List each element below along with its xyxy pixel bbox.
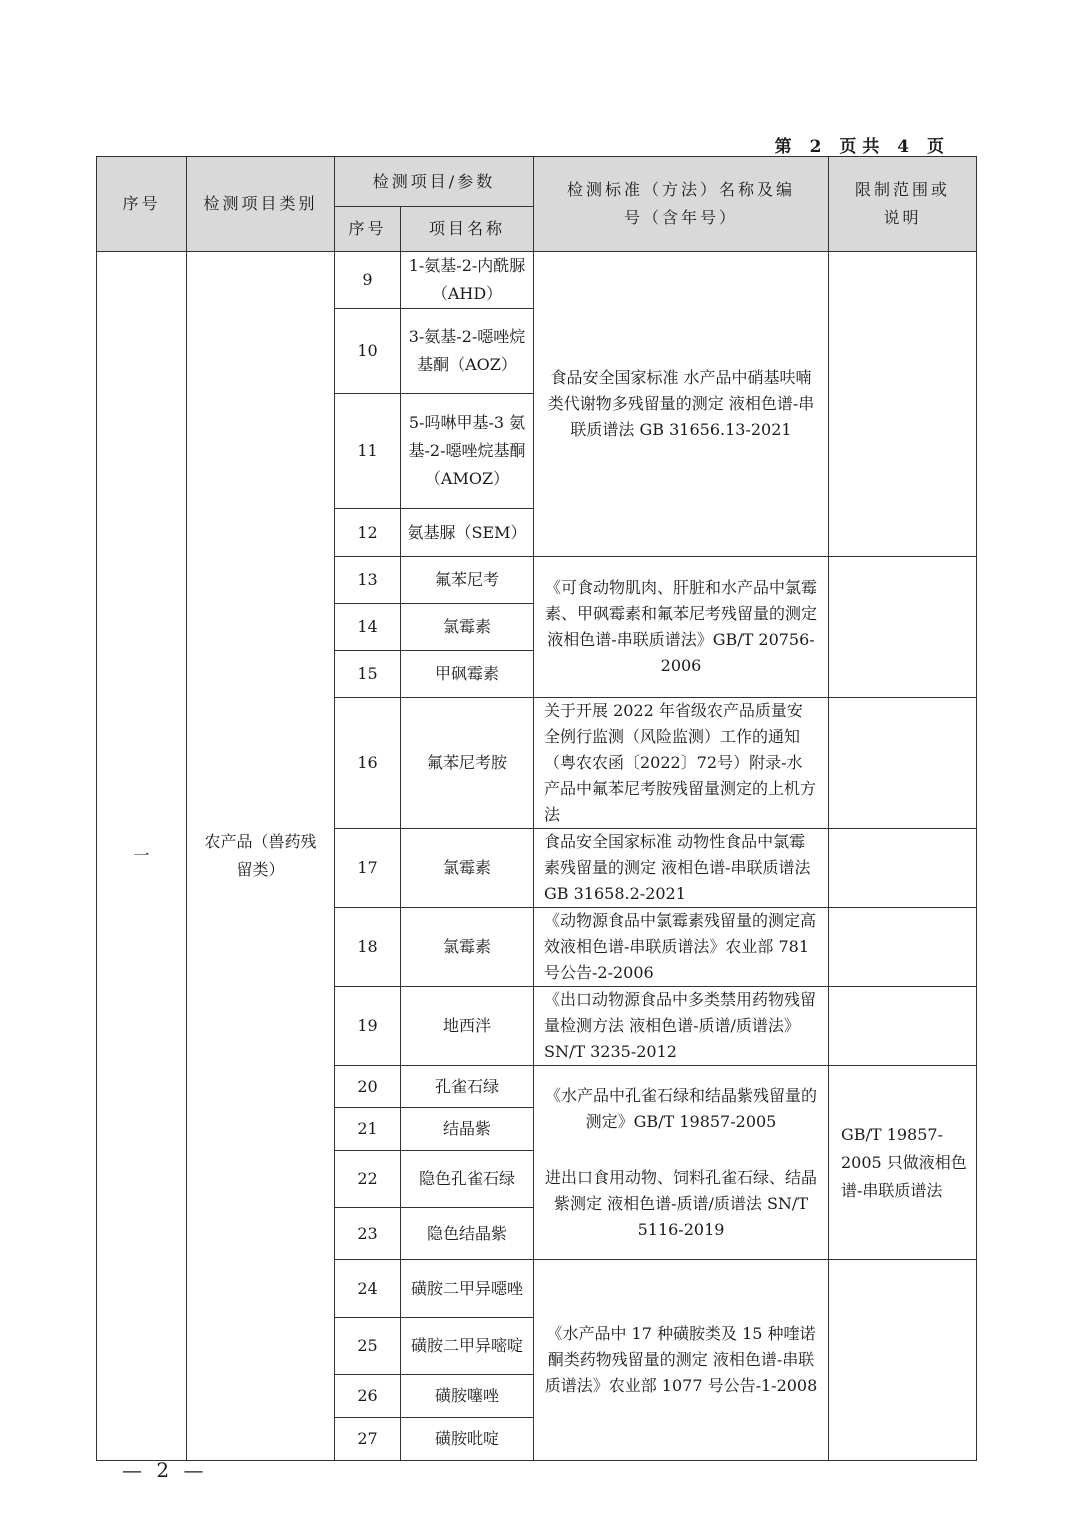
standard-cell: 关于开展 2022 年省级农产品质量安全例行监测（风险监测）工作的通知（粤农农函〔2022〕72号）附录-水产品中氟苯尼考胺残留量测定的上机方法 bbox=[534, 698, 829, 829]
item-no: 9 bbox=[335, 252, 401, 309]
page-info: 第 2 页共 4 页 bbox=[774, 137, 950, 157]
range-cell bbox=[829, 557, 977, 698]
item-no: 15 bbox=[335, 651, 401, 698]
detection-table bbox=[96, 156, 977, 1461]
item-no: 16 bbox=[335, 698, 401, 829]
item-name: 隐色孔雀石绿 bbox=[401, 1151, 534, 1208]
item-name: 氯霉素 bbox=[401, 908, 534, 987]
header-item-group: 检测项目/参数 bbox=[335, 157, 534, 207]
item-no: 22 bbox=[335, 1151, 401, 1208]
item-name: 氯霉素 bbox=[401, 829, 534, 908]
header-category: 检测项目类别 bbox=[187, 157, 335, 252]
item-no: 21 bbox=[335, 1108, 401, 1151]
item-no: 10 bbox=[335, 309, 401, 394]
group-category: 农产品（兽药残留类） bbox=[187, 252, 335, 1461]
header-seq: 序号 bbox=[97, 157, 187, 252]
range-cell bbox=[829, 1260, 977, 1461]
header-range: 限制范围或说明 bbox=[829, 157, 977, 252]
item-name: 结晶紫 bbox=[401, 1108, 534, 1151]
item-name: 孔雀石绿 bbox=[401, 1066, 534, 1108]
standard-text: 进出口食用动物、饲料孔雀石绿、结晶紫测定 液相色谱-质谱/质谱法 SN/T 5116-2019 bbox=[544, 1167, 817, 1239]
item-no: 12 bbox=[335, 509, 401, 557]
item-name: 磺胺二甲异噁唑 bbox=[401, 1260, 534, 1318]
item-name: 3-氨基-2-噁唑烷基酮（AOZ） bbox=[401, 309, 534, 394]
standard-cell: 食品安全国家标准 动物性食品中氯霉素残留量的测定 液相色谱-串联质谱法 GB 31658.2-2021 bbox=[534, 829, 829, 908]
item-no: 14 bbox=[335, 604, 401, 651]
range-cell bbox=[829, 908, 977, 987]
item-name: 地西泮 bbox=[401, 987, 534, 1066]
item-name: 甲砜霉素 bbox=[401, 651, 534, 698]
item-no: 20 bbox=[335, 1066, 401, 1108]
item-name: 5-吗啉甲基-3 氨基-2-噁唑烷基酮（AMOZ） bbox=[401, 394, 534, 509]
standard-cell: 《动物源食品中氯霉素残留量的测定高效液相色谱-串联质谱法》农业部 781 号公告-2-2006 bbox=[534, 908, 829, 987]
item-no: 25 bbox=[335, 1318, 401, 1375]
standard-cell: 《水产品中 17 种磺胺类及 15 种喹诺酮类药物残留量的测定 液相色谱-串联质谱法》农业部 1077 号公告-1-2008 bbox=[534, 1260, 829, 1461]
header-item-name: 项目名称 bbox=[401, 207, 534, 252]
item-name: 氨基脲（SEM） bbox=[401, 509, 534, 557]
group-seq: 一 bbox=[97, 252, 187, 1461]
item-no: 23 bbox=[335, 1208, 401, 1260]
standard-text: 《水产品中孔雀石绿和结晶紫残留量的测定》GB/T 19857-2005 bbox=[544, 1085, 817, 1131]
item-no: 19 bbox=[335, 987, 401, 1066]
standard-cell: 食品安全国家标准 水产品中硝基呋喃类代谢物多残留量的测定 液相色谱-串联质谱法 GB 31656.13-2021 bbox=[534, 252, 829, 557]
header-standard: 检测标准（方法）名称及编号（含年号） bbox=[534, 157, 829, 252]
item-name: 氯霉素 bbox=[401, 604, 534, 651]
item-no: 24 bbox=[335, 1260, 401, 1318]
range-cell bbox=[829, 252, 977, 557]
item-no: 17 bbox=[335, 829, 401, 908]
item-no: 27 bbox=[335, 1418, 401, 1461]
item-no: 18 bbox=[335, 908, 401, 987]
range-cell bbox=[829, 829, 977, 908]
item-name: 磺胺噻唑 bbox=[401, 1375, 534, 1418]
range-note: GB/T 19857-2005 只做液相色谱-串联质谱法 bbox=[829, 1066, 977, 1260]
item-name: 氟苯尼考胺 bbox=[401, 698, 534, 829]
item-no: 13 bbox=[335, 557, 401, 604]
item-name: 1-氨基-2-内酰脲（AHD） bbox=[401, 252, 534, 309]
standard-cell bbox=[534, 1066, 829, 1260]
item-no: 11 bbox=[335, 394, 401, 509]
standard-cell: 《出口动物源食品中多类禁用药物残留量检测方法 液相色谱-质谱/质谱法》 SN/T 3235-2012 bbox=[534, 987, 829, 1066]
range-cell bbox=[829, 698, 977, 829]
item-name: 隐色结晶紫 bbox=[401, 1208, 534, 1260]
item-no: 26 bbox=[335, 1375, 401, 1418]
item-name: 磺胺吡啶 bbox=[401, 1418, 534, 1461]
range-cell bbox=[829, 987, 977, 1066]
standard-cell: 《可食动物肌肉、肝脏和水产品中氯霉素、甲砜霉素和氟苯尼考残留量的测定 液相色谱-串联质谱法》GB/T 20756-2006 bbox=[534, 557, 829, 698]
page-number: — 2 — bbox=[122, 1458, 208, 1482]
item-name: 氟苯尼考 bbox=[401, 557, 534, 604]
item-name: 磺胺二甲异嘧啶 bbox=[401, 1318, 534, 1375]
header-item-seq: 序号 bbox=[335, 207, 401, 252]
